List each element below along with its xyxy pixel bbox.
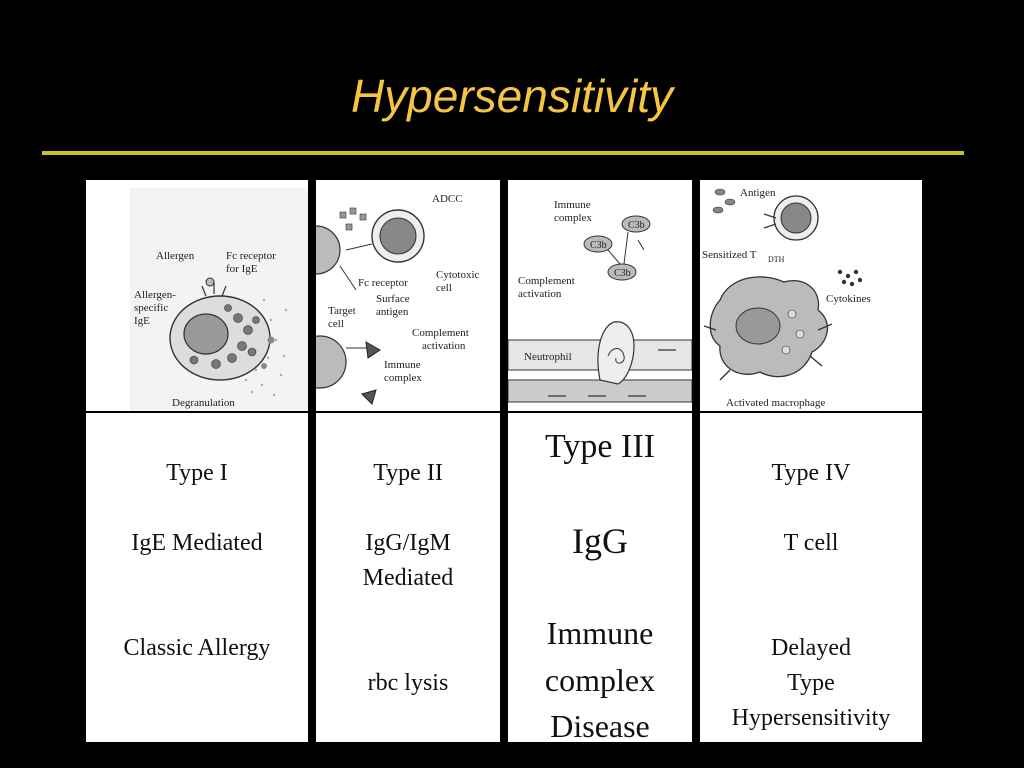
type-iii-outcome-line1: Immune	[546, 615, 654, 651]
hypersensitivity-panel	[86, 180, 922, 742]
type-iv-divider	[700, 411, 922, 413]
label-neutrophil: Neutrophil	[524, 351, 572, 363]
label-antigen: antigen	[376, 306, 409, 318]
type-iii-divider	[508, 411, 692, 413]
type-iv-illustration	[700, 180, 922, 411]
connector-lines	[340, 244, 372, 348]
cytokine-dots	[838, 270, 862, 286]
antigen-squares	[340, 208, 366, 230]
antigen-particles	[713, 189, 735, 213]
label-fc-receptor-ii: Fc receptor	[358, 277, 408, 289]
label-fc-receptor: Fc receptor	[226, 250, 276, 262]
label-immune-iii: Immune	[554, 199, 591, 211]
label-allergen: Allergen	[156, 250, 195, 262]
type-iii-label: Type III	[545, 428, 655, 465]
label-immune: Immune	[384, 359, 421, 371]
label-dth: DTH	[768, 255, 785, 264]
label-complex-iii: complex	[554, 212, 592, 224]
label-allergen-specific: Allergen-	[134, 289, 176, 301]
type-ii-mediator-line2: Mediated	[362, 565, 454, 591]
type-iii-column	[508, 180, 692, 742]
label-ige: IgE	[134, 315, 150, 327]
type-i-outcome: Classic Allergy	[123, 635, 271, 661]
label-degranulation: Degranulation	[172, 397, 235, 409]
label-specific: specific	[134, 302, 169, 314]
label-sensitized: Sensitized T	[702, 249, 757, 261]
label-target: Target	[328, 305, 356, 317]
allergen-particle	[206, 278, 214, 286]
title-underline	[42, 151, 964, 155]
activated-macrophage	[704, 277, 832, 380]
type-iii-mediator: IgG	[572, 521, 628, 561]
label-surface: Surface	[376, 293, 410, 305]
neutrophil	[598, 322, 634, 384]
complex-links	[608, 232, 644, 264]
label-macrophage: Activated macrophage	[726, 397, 826, 409]
type-iv-column	[700, 180, 922, 742]
sensitized-t-cell	[764, 196, 818, 240]
label-c3b-2: C3b	[590, 240, 607, 251]
type-iii-illustration	[508, 180, 692, 411]
type-iii-outcome-line2: complex	[544, 662, 656, 698]
label-complement-iii: Complement	[518, 275, 575, 287]
label-adcc: ADCC	[432, 193, 463, 205]
type-i-mediator: IgE Mediated	[131, 530, 263, 556]
type-ii-column	[316, 180, 500, 742]
type-ii-illustration	[316, 180, 500, 411]
label-cytotoxic: Cytotoxic	[436, 269, 480, 281]
slide-title: Hypersensitivity	[350, 70, 674, 122]
label-c3b-3: C3b	[614, 268, 631, 279]
type-iv-outcome-line3: Hypersensitivity	[731, 705, 891, 731]
type-ii-divider	[316, 411, 500, 413]
label-complement: Complement	[412, 327, 469, 339]
label-complex: complex	[384, 372, 422, 384]
type-ii-mediator-line1: IgG/IgM	[365, 530, 451, 556]
cytotoxic-cell	[372, 210, 424, 262]
type-i-illustration	[86, 180, 308, 411]
type-ii-label: Type II	[373, 460, 443, 486]
type-ii-outcome: rbc lysis	[367, 670, 449, 696]
label-activation: activation	[422, 340, 466, 352]
label-target-cell: cell	[328, 318, 344, 330]
type-i-divider	[86, 411, 308, 413]
type-iii-outcome-line3: Disease	[550, 708, 650, 742]
type-iv-outcome-line2: Type	[787, 670, 835, 696]
type-iv-label: Type IV	[771, 460, 851, 486]
label-cell: cell	[436, 282, 452, 294]
type-i-column	[86, 180, 308, 742]
mast-cell-nucleus	[184, 314, 228, 354]
type-iv-outcome-line1: Delayed	[771, 635, 851, 661]
released-granule	[261, 363, 267, 369]
immune-complex-triangles	[362, 342, 380, 404]
type-iv-mediator: T cell	[783, 530, 839, 556]
label-c3b-1: C3b	[628, 220, 645, 231]
label-activation-iii: activation	[518, 288, 562, 300]
label-cytokines: Cytokines	[826, 293, 871, 305]
label-for-ige: for IgE	[226, 263, 258, 275]
type-i-label: Type I	[166, 460, 228, 486]
label-antigen-iv: Antigen	[740, 187, 776, 199]
released-granule	[268, 337, 275, 344]
